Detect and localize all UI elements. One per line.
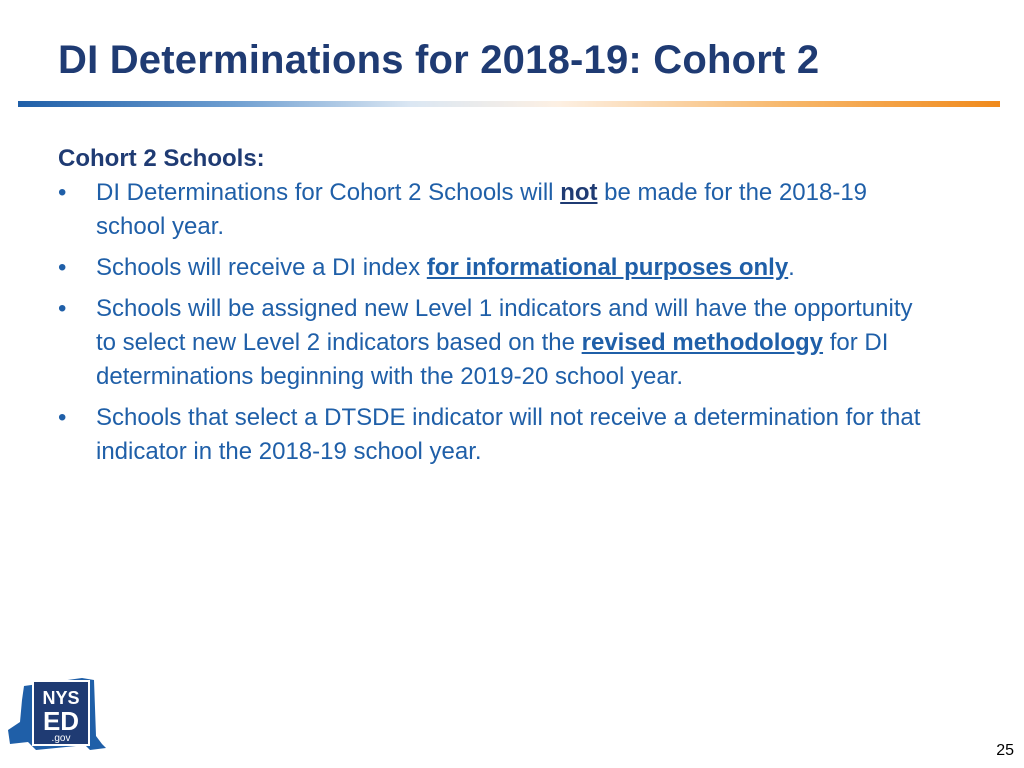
bullet-emphasis: revised methodology (581, 329, 824, 356)
bullet-text: be made for the 2018-19 school year. (96, 179, 868, 240)
section-heading: Cohort 2 Schools: (58, 145, 265, 172)
bullet-text: DI Determinations for Cohort 2 Schools will (96, 179, 561, 206)
bullet-item (58, 292, 938, 394)
bullet-text: . (788, 254, 795, 281)
nysed-logo (6, 670, 110, 756)
logo-text-ed: ED (42, 706, 80, 736)
bullet-text: Schools that select a DTSDE indicator will not receive a determination for that indicator in the 2018-19 school year. (96, 404, 921, 465)
bullet-list (58, 176, 938, 469)
title-divider (18, 101, 1000, 107)
bullet-text: for DI determinations beginning with the 2019-20 school year. (96, 329, 889, 390)
logo-text-gov: .gov (51, 733, 71, 744)
slide-content (58, 142, 938, 476)
logo-text-nys: NYS (42, 688, 80, 708)
bullet-emphasis: not (560, 179, 598, 206)
slide-title: DI Determinations for 2018-19: Cohort 2 (58, 38, 820, 82)
bullet-item (58, 251, 938, 285)
bullet-item (58, 401, 938, 469)
bullet-item (58, 176, 938, 244)
page-number: 25 (996, 742, 1014, 759)
bullet-text: Schools will receive a DI index (96, 254, 427, 281)
bullet-text: Schools will be assigned new Level 1 indicators and will have the opportunity to select new Level 2 indicators based on the (96, 295, 913, 356)
bullet-emphasis: for informational purposes only (426, 254, 789, 281)
